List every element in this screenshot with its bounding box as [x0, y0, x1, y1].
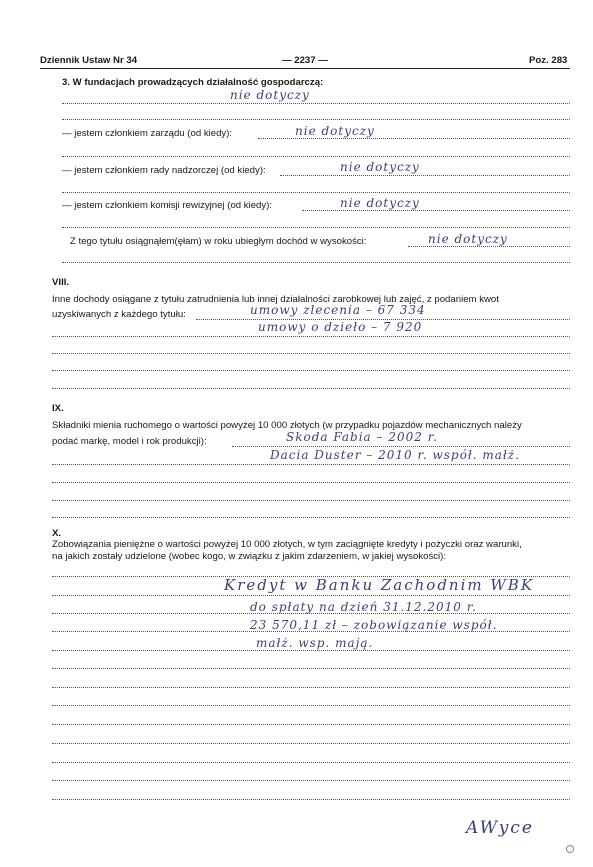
dotted-line: [62, 156, 570, 157]
supervisory-answer: nie dotyczy: [340, 160, 420, 174]
dotted-line: [232, 446, 570, 447]
section8-line1: Inne dochody osiągane z tytułu zatrudnienia lub innej działalności zarobkowej lub zajęć, z podaniem kwot: [52, 294, 499, 305]
dotted-line: [52, 780, 570, 781]
section10-answer1: Kredyt w Banku Zachodnim WBK: [224, 576, 535, 594]
dotted-line: [52, 500, 570, 501]
section10-line1: Zobowiązania pieniężne o wartości powyżej 10 000 złotych, w tym zaciągnięte kredyty i pożyczki oraz warunki,: [52, 539, 522, 550]
section8-heading: VIII.: [52, 277, 70, 288]
income-label: Z tego tytułu osiągnąłem(ęłam) w roku ubiegłym dochód w wysokości:: [70, 236, 367, 247]
section8-answer2: umowy o dzieło – 7 920: [258, 320, 423, 334]
dotted-line: [52, 576, 570, 577]
audit-answer: nie dotyczy: [340, 196, 420, 210]
dotted-line: [52, 336, 570, 337]
section10-answer4: małż. wsp. mają.: [256, 636, 374, 650]
signature: AWyce: [466, 818, 534, 838]
dotted-line: [52, 353, 570, 354]
dotted-line: [280, 175, 570, 176]
dotted-line: [52, 799, 570, 800]
section8-line2: uzyskiwanych z każdego tytułu:: [52, 309, 186, 320]
dotted-line: [62, 119, 570, 120]
dotted-line: [52, 687, 570, 688]
dotted-line: [52, 631, 570, 632]
supervisory-label: — jestem członkiem rady nadzorczej (od kiedy):: [62, 165, 266, 176]
section9-answer1: Skoda Fabia – 2002 r.: [286, 430, 438, 444]
dotted-line: [52, 613, 570, 614]
board-answer: nie dotyczy: [295, 124, 375, 138]
dotted-line: [52, 464, 570, 465]
income-answer: nie dotyczy: [428, 232, 508, 246]
dotted-line: [52, 724, 570, 725]
corner-mark: [566, 845, 574, 853]
dotted-line: [408, 246, 570, 247]
dotted-line: [52, 388, 570, 389]
section10-heading: X.: [52, 528, 62, 539]
header-rule: [40, 68, 570, 69]
section3-title: 3. W fundacjach prowadzących działalność gospodarczą:: [62, 77, 324, 88]
section9-line2: podać markę, model i rok produkcji):: [52, 436, 207, 447]
dotted-line: [52, 650, 570, 651]
dotted-line: [62, 227, 570, 228]
section8-answer1: umowy zlecenia – 67 334: [250, 303, 426, 317]
dotted-line: [62, 262, 570, 263]
dotted-line: [52, 482, 570, 483]
section10-answer3: 23 570,11 zł – zobowiązanie współ.: [250, 618, 498, 632]
dotted-line: [258, 138, 570, 139]
dotted-line: [52, 705, 570, 706]
page-number: — 2237 —: [282, 55, 328, 66]
section9-line1: Składniki mienia ruchomego o wartości powyżej 10 000 złotych (w przypadku pojazdów mechanicznych należy: [52, 420, 522, 431]
dotted-line: [52, 762, 570, 763]
dotted-line: [52, 743, 570, 744]
section10-answer2: do spłaty na dzień 31.12.2010 r.: [250, 600, 477, 614]
audit-label: — jestem członkiem komisji rewizyjnej (od kiedy):: [62, 200, 273, 211]
dotted-line: [52, 517, 570, 518]
dotted-line: [62, 103, 570, 104]
dotted-line: [52, 595, 570, 596]
section3-answer: nie dotyczy: [230, 88, 310, 102]
board-label: — jestem członkiem zarządu (od kiedy):: [62, 128, 233, 139]
section10-line2: na jakich zostały udzielone (wobec kogo, w związku z jakim zdarzeniem, w jakiej wysokości):: [52, 551, 447, 562]
dotted-line: [62, 192, 570, 193]
dotted-line: [302, 210, 570, 211]
position-number: Poz. 283: [529, 55, 568, 66]
section9-heading: IX.: [52, 403, 64, 414]
journal-title: Dziennik Ustaw Nr 34: [40, 55, 138, 66]
dotted-line: [52, 370, 570, 371]
dotted-line: [52, 668, 570, 669]
section9-answer2: Dacia Duster – 2010 r. współ. małż.: [270, 448, 520, 462]
